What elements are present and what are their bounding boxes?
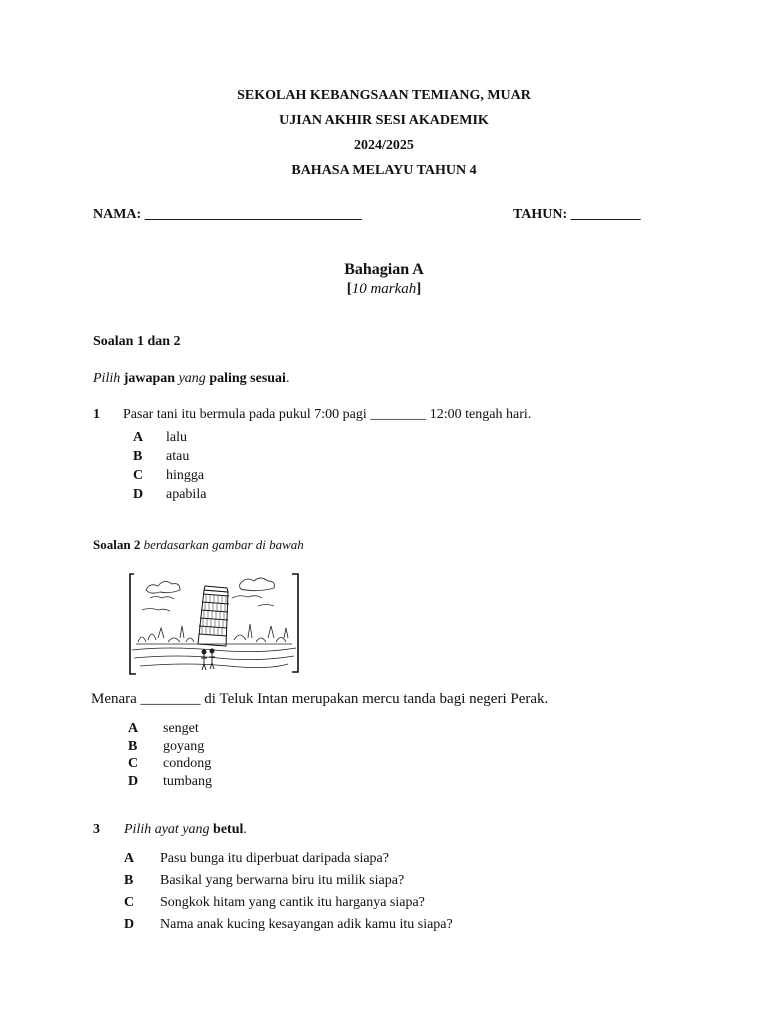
exam-title: UJIAN AKHIR SESI AKADEMIK	[279, 113, 489, 128]
section-marks: [10 markah]	[346, 281, 422, 297]
q3-option-a[interactable]: Pasu bunga itu diperbuat daripada siapa?	[160, 851, 389, 866]
q3-option-b[interactable]: Basikal yang berwarna biru itu milik siapa?	[160, 873, 405, 888]
q2-option-c-letter: C	[128, 756, 139, 771]
q1-number: 1	[93, 407, 100, 422]
q2-option-a[interactable]: senget	[163, 721, 199, 736]
q3-option-c[interactable]: Songkok hitam yang cantik itu harganya siapa?	[160, 895, 425, 910]
q2-option-d[interactable]: tumbang	[163, 774, 212, 789]
q2-option-d-letter: D	[128, 774, 139, 789]
q1-text: Pasar tani itu bermula pada pukul 7:00 pagi ________ 12:00 tengah hari.	[123, 407, 532, 422]
subject-title: BAHASA MELAYU TAHUN 4	[291, 163, 477, 178]
soalan-range: Soalan 1 dan 2	[93, 334, 181, 349]
q3-instruction: Pilih ayat yang betul.	[124, 822, 247, 837]
tahun-field: TAHUN: __________	[513, 207, 641, 222]
q2-option-a-letter: A	[128, 721, 139, 736]
q1-option-b-letter: B	[133, 449, 143, 464]
q2-option-b-letter: B	[128, 739, 138, 754]
q1-option-c[interactable]: hingga	[166, 468, 205, 483]
q3-option-a-letter: A	[124, 851, 135, 866]
leaning-tower-image	[128, 572, 300, 676]
q2-option-b[interactable]: goyang	[163, 739, 205, 754]
q1-option-d[interactable]: apabila	[166, 487, 207, 502]
q3-option-d[interactable]: Nama anak kucing kesayangan adik kamu itu siapa?	[160, 917, 453, 932]
instruction: Pilih jawapan yang paling sesuai.	[93, 371, 290, 386]
school-name: SEKOLAH KEBANGSAAN TEMIANG, MUAR	[237, 88, 531, 103]
q3-option-b-letter: B	[124, 873, 134, 888]
q3-option-d-letter: D	[124, 917, 135, 932]
q3-option-c-letter: C	[124, 895, 135, 910]
leaning-tower-sketch-icon	[128, 572, 300, 676]
q2-option-c[interactable]: condong	[163, 756, 212, 771]
q1-option-b[interactable]: atau	[166, 449, 190, 464]
nama-field: NAMA: _______________________________	[93, 207, 362, 222]
section-title: Bahagian A	[344, 261, 424, 278]
q1-option-a[interactable]: lalu	[166, 430, 187, 445]
exam-year: 2024/2025	[354, 138, 414, 153]
q1-option-c-letter: C	[133, 468, 144, 483]
q1-option-d-letter: D	[133, 487, 144, 502]
q1-option-a-letter: A	[133, 430, 144, 445]
q2-text: Menara ________ di Teluk Intan merupakan mercu tanda bagi negeri Perak.	[91, 691, 549, 707]
q3-number: 3	[93, 822, 100, 837]
q2-lead: Soalan 2 berdasarkan gambar di bawah	[93, 537, 304, 552]
